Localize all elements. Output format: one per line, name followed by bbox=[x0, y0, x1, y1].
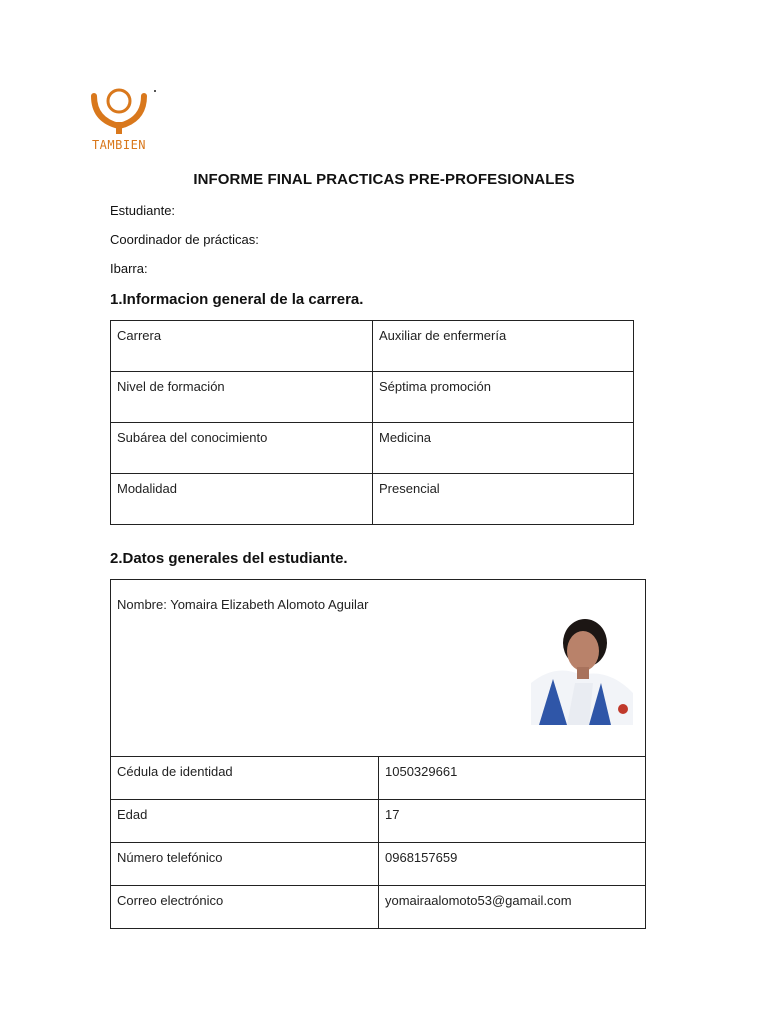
table-cell-label: Número telefónico bbox=[111, 843, 379, 886]
student-photo bbox=[531, 613, 633, 725]
logo-text: TAMBIEN bbox=[91, 138, 147, 152]
tambien-logo bbox=[88, 86, 154, 158]
table-cell-value: Medicina bbox=[373, 423, 634, 474]
table-cell-label: Subárea del conocimiento bbox=[111, 423, 373, 474]
table-row bbox=[111, 321, 634, 372]
table-row bbox=[111, 423, 634, 474]
table-row bbox=[111, 474, 634, 525]
email-value: yomairaalomoto53@gamail.com bbox=[379, 886, 646, 929]
tambien-logo-icon bbox=[88, 86, 150, 138]
table-cell-label: Carrera bbox=[111, 321, 373, 372]
document-title: INFORME FINAL PRACTICAS PRE-PROFESIONALES bbox=[193, 171, 575, 188]
section1-heading: 1.Informacion general de la carrera. bbox=[110, 291, 364, 308]
table-cell-value: 17 bbox=[379, 800, 646, 843]
student-photo-image bbox=[531, 613, 633, 725]
student-data-table bbox=[110, 579, 646, 929]
student-name-cell bbox=[111, 580, 646, 757]
career-info-table bbox=[110, 320, 634, 525]
table-row bbox=[111, 580, 646, 757]
table-cell-label: Edad bbox=[111, 800, 379, 843]
table-cell-label: Nivel de formación bbox=[111, 372, 373, 423]
student-field: Estudiante: bbox=[110, 203, 176, 218]
student-name: Nombre: Yomaira Elizabeth Alomoto Aguilar bbox=[117, 597, 369, 612]
section2-heading: 2.Datos generales del estudiante. bbox=[110, 550, 348, 567]
table-cell-label: Correo electrónico bbox=[111, 886, 379, 929]
table-row bbox=[111, 757, 646, 800]
city-field: Ibarra: bbox=[110, 261, 148, 276]
table-cell-value: Auxiliar de enfermería bbox=[373, 321, 634, 372]
coordinator-field: Coordinador de prácticas: bbox=[110, 232, 259, 247]
table-row bbox=[111, 800, 646, 843]
table-cell-label: Cédula de identidad bbox=[111, 757, 379, 800]
table-cell-value: 1050329661 bbox=[379, 757, 646, 800]
table-cell-label: Modalidad bbox=[111, 474, 373, 525]
table-row bbox=[111, 843, 646, 886]
table-cell-value: Séptima promoción bbox=[373, 372, 634, 423]
table-cell-value: 0968157659 bbox=[379, 843, 646, 886]
table-cell-value: Presencial bbox=[373, 474, 634, 525]
table-row bbox=[111, 372, 634, 423]
logo-dot bbox=[154, 90, 156, 92]
table-row bbox=[111, 886, 646, 929]
